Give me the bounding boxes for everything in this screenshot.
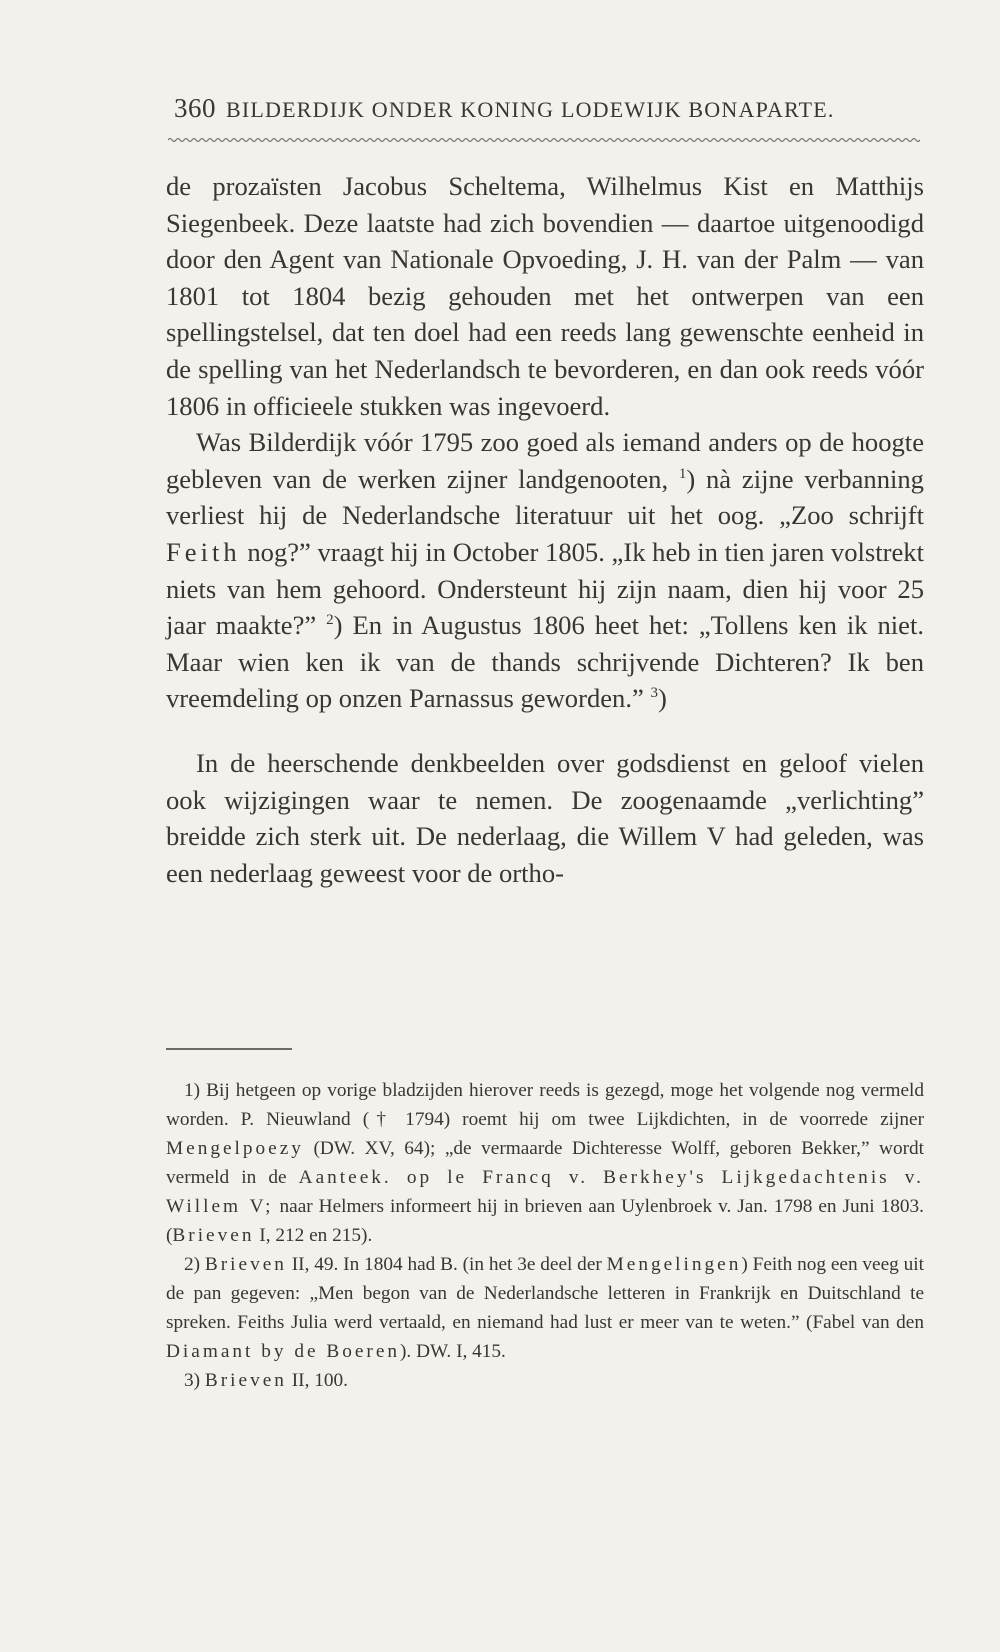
footnote-3-part-b: II, 100.	[291, 1370, 348, 1391]
spaced-name-feith: Feith	[166, 536, 241, 567]
running-head	[174, 93, 934, 124]
paragraph-2-part-d: ) En in Augustus 1806 heet het: „Tollens ken ik niet. Maar wien ken ik van de thands schrijvende Dichteren? Ik ben vreemdeling op onzen Parnassus geworden.”	[166, 610, 925, 714]
footnote-1-part-b: (DW. XV, 64); „de vermaarde Dichteresse Wolff, geboren Bekker,” wordt vermeld in de	[166, 1138, 925, 1188]
paragraph-2-part-a: Was Bilderdijk vóór 1795 zoo goed als iemand anders op de hoogte gebleven van de werken zijner landgenooten,	[166, 427, 924, 494]
footnote-1-part-d: I, 212 en 215).	[259, 1225, 373, 1246]
spaced-title-mengelpoezy: Mengelpoezy	[166, 1138, 304, 1159]
page-number: 360	[174, 93, 216, 123]
spaced-title-diamant: Diamant by de Boeren	[166, 1341, 401, 1362]
footnotes	[166, 1076, 924, 1395]
footnote-separator	[166, 1048, 292, 1050]
spaced-title-brieven: Brieven	[204, 1254, 287, 1275]
footnote-1-part-c: naar Helmers informeert hij in brieven aan Uylenbroek v. Jan. 1798 en Juni 1803. (	[166, 1196, 924, 1246]
paragraph-2-part-b: ) nà zijne verbanning verliest hij de Nederlandsche literatuur uit het oog. „Zoo schrijft	[166, 463, 924, 531]
footnote-1	[166, 1076, 924, 1250]
spaced-title-aanteek: Aanteek. op le Francq v. Berkhey's Lijkgedachtenis v. Willem V;	[166, 1167, 924, 1217]
paragraph-2-part-c: nog?” vraagt hij in October 1805. „Ik heb in tien jaren volstrekt niets van hem gehoord. Ondersteunt hij zijn naam, dien hij voor 25 jaar maakte?”	[166, 536, 924, 641]
footnote-3-part-a: 3)	[184, 1370, 201, 1391]
footnote-ref-2: 2	[326, 612, 334, 629]
footnote-3	[166, 1366, 924, 1395]
running-title: BILDERDIJK ONDER KONING LODEWIJK BONAPARTE.	[226, 97, 835, 122]
footnote-2-part-a: 2)	[184, 1254, 201, 1275]
paragraph-2	[166, 424, 924, 717]
footnote-2-part-b: II, 49. In 1804 had B. (in het 3e deel der	[291, 1254, 602, 1275]
footnote-2-part-d: ). DW. I, 415.	[400, 1341, 506, 1362]
paragraph-1: de prozaïsten Jacobus Scheltema, Wilhelmus Kist en Matthijs Siegenbeek. Deze laatste had zich bovendien — daartoe uitgenoodigd door den Agent van Nationale Opvoeding, J. H. van der Palm — van 1801 tot 1804 bezig gehouden met het ontwerpen van een spellingstelsel, dat ten doel had een reeds lang gewenschte eenheid in de spelling van het Nederlandsch te bevorderen, en dan ook reeds vóór 1806 in officieele stukken was ingevoerd.	[166, 171, 924, 421]
spaced-title-mengelingen: Mengelingen	[606, 1254, 742, 1275]
footnote-ref-3: 3	[650, 685, 658, 702]
footnote-2-part-c: ) Feith nog een veeg uit de pan gegeven: „Men begon van de Nederlandsche letteren in Frankrijk en Duitschland te spreken. Feiths Julia werd vertaald, en niemand had lust er meer van te weten.” (Fabel van den	[166, 1254, 924, 1333]
ornamental-wavy-rule	[168, 136, 920, 144]
paragraph-2-part-e: )	[657, 683, 667, 714]
spaced-title-brieven: Brieven	[172, 1225, 255, 1246]
main-text	[166, 168, 924, 891]
footnote-1-part-a: 1) Bij hetgeen op vorige bladzijden hierover reeds is gezegd, moge het volgende nog vermeld worden. P. Nieuwland († 1794) roemt hij om twee Lijkdichten, in de voorrede zijner	[166, 1080, 924, 1130]
footnote-ref-1: 1	[678, 465, 687, 482]
paragraph-3: In de heerschende denkbeelden over godsdienst en geloof vielen ook wijzigingen waar te nemen. De zoogenaamde „verlichting” breidde zich sterk uit. De nederlaag, die Willem V had geleden, was een nederlaag geweest voor de ortho-	[166, 747, 924, 888]
footnote-2	[166, 1250, 924, 1366]
spaced-title-brieven: Brieven	[204, 1370, 287, 1391]
